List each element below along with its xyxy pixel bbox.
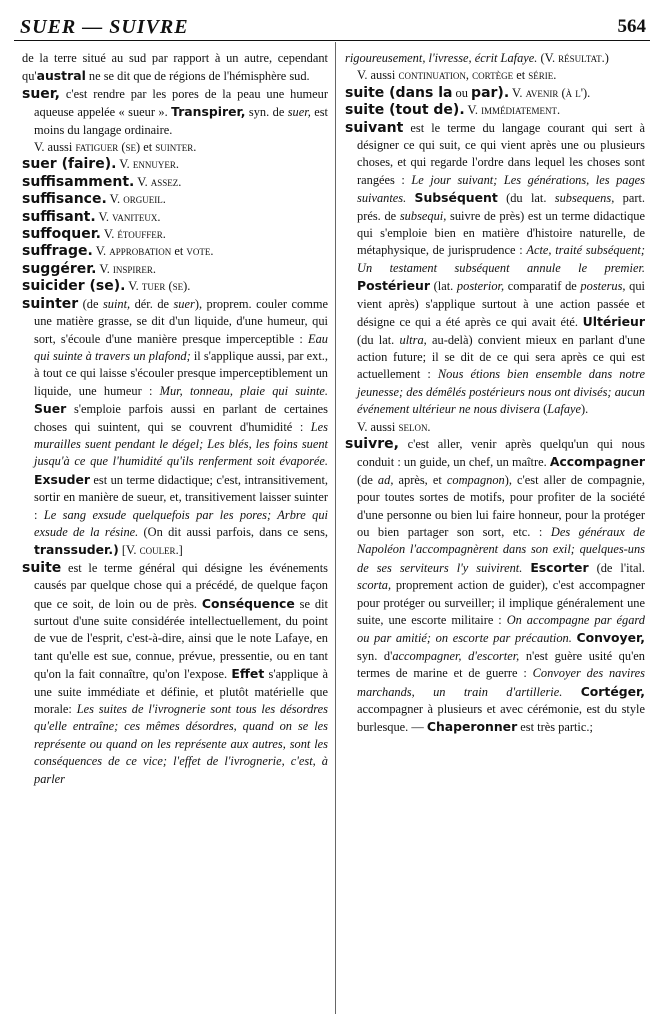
- body-text: (de: [357, 472, 378, 487]
- headword: par).: [471, 84, 510, 101]
- headword: suite: [22, 559, 62, 576]
- body-text: V. aussi: [34, 140, 76, 155]
- headword: suer (faire).: [22, 156, 117, 173]
- cross-reference: ennuyer.: [132, 157, 179, 172]
- body-text: V. aussi: [357, 419, 399, 434]
- left-column: [22, 50, 328, 788]
- dictionary-entry: [22, 560, 328, 788]
- example-text: Le jour suivant; Les générations, les pages suivantes.: [357, 172, 645, 206]
- body-text: suivre de près) est un terme didactique qui s'emploie bien en matière d'histoire naturelle, de métaphysique, de jurisprudence :: [357, 208, 645, 258]
- body-text: est moins du langage ordinaire.: [34, 105, 328, 137]
- cross-reference: inspirer.: [112, 261, 156, 276]
- cross-reference: continuation, cortège: [398, 68, 514, 83]
- body-text: (de l'ital.: [588, 560, 646, 575]
- body-text: V.: [106, 192, 124, 207]
- body-text: (lat.: [430, 279, 457, 294]
- synonym-term: Transpirer,: [171, 104, 246, 120]
- body-text: au-delà) convient mieux en parlant d'une action future; il se dit de ce qui sera après ce qui est actuellement :: [357, 332, 645, 382]
- cross-reference: immédiatement.: [481, 103, 561, 118]
- synonym-term: Ultérieur: [582, 314, 645, 330]
- example-text: suer,: [287, 105, 311, 120]
- cross-reference: assez.: [150, 174, 182, 189]
- body-text: ou: [452, 85, 472, 100]
- dictionary-entry: [345, 85, 645, 102]
- dictionary-entry: [22, 209, 328, 226]
- page-number: 564: [617, 16, 646, 37]
- continued-text: [345, 50, 645, 67]
- dictionary-entry: [22, 261, 328, 278]
- body-text: après, et: [393, 472, 447, 487]
- body-text: dér. de: [130, 296, 174, 311]
- body-text: V.: [509, 85, 526, 100]
- page-header: [14, 14, 650, 41]
- dictionary-entry: [22, 191, 328, 208]
- example-text: compagnon: [446, 472, 505, 487]
- example-text: Le sang exsude quelquefois par les pores; Arbre qui exsude de la résine.: [34, 507, 328, 539]
- synonym-term: Suer: [34, 401, 67, 417]
- body-text: [406, 191, 414, 205]
- body-text: V.: [464, 103, 482, 118]
- dictionary-entry: [22, 86, 328, 139]
- body-text: proprement action de guider), c'est accompagner pour protéger ou surveiller; il implique généralement une suite, une escorte militaire :: [357, 578, 645, 627]
- cross-reference: orgueil.: [123, 192, 166, 207]
- headword: suivant: [345, 119, 404, 136]
- example-text: Les suites de l'ivrognerie sont tous les désordres qu'elle entraîne; ces mêmes désordres, quand on se les représente ou quand on les représente aux autres, sont les conséquences de ce vice; l'effet de l'ivrognerie, c'est, à parler: [34, 702, 328, 786]
- headword: suivre,: [345, 435, 399, 452]
- body-text: qui vient après) s'applique surtout à une action passée et désigne ce qui a été après ce qui avait été.: [357, 279, 646, 330]
- synonym-term: Postérieur: [357, 278, 430, 294]
- example-text: Acte, traité subséquent; Un testament subséquent annule le premier.: [357, 243, 645, 275]
- dictionary-entry: [345, 102, 645, 119]
- example-text: subsequi,: [399, 208, 447, 223]
- body-text: V.: [95, 209, 113, 224]
- body-text: se dit surtout d'une suite considérée intellectuellement, du point de vue de l'esprit, c'est-à-dire, ainsi que le note Lafaye, en tant qu'elle est sue, connue, prévue, pressentie, ou en tant qu'on la fait connaître, qu'on l'expose.: [34, 596, 328, 682]
- body-text: est très partic.;: [517, 720, 593, 735]
- body-text: accompagner à plusieurs et avec cérémonie, est du style burlesque. —: [357, 702, 645, 735]
- body-text: V.: [116, 157, 133, 172]
- body-text: n'est guère usité qu'en termes de marine et de guerre :: [357, 648, 645, 681]
- body-text: ), c'est aller de compagnie, pour toutes sortes de motifs, pour profiter de la société d'une personne ou bien lui faire honneur, pour la protéger ou bien partager son sort, etc. :: [357, 472, 646, 539]
- body-text: (: [540, 402, 548, 417]
- synonym-term: Subséquent: [414, 190, 498, 206]
- body-text: ), proprem. couler comme une matière grasse, se dit d'un liquide, d'une humeur, qui sort, s'écoule d'une manière presque imperceptible :: [34, 296, 328, 346]
- cross-reference: résultat.: [558, 51, 605, 65]
- cross-reference: couler.: [139, 543, 179, 558]
- example-text: ad,: [377, 472, 394, 487]
- see-also-line: [345, 419, 645, 436]
- example-text: scorta,: [357, 578, 392, 593]
- body-text: [V.: [118, 543, 140, 558]
- body-text: c'est rendre par les pores de la peau une humeur aqueuse appelée « sueur ».: [34, 86, 328, 120]
- synonym-term: Convoyer,: [576, 630, 645, 646]
- continued-text: [22, 50, 328, 86]
- body-text: est le terme général qui désigne les événements causés par quelque chose qui a précédé, de quelque façon que ce soit, de loin ou de près.: [34, 560, 328, 611]
- body-text: est un terme didactique; c'est, intransitivement, sortir en manière de sueur, et, transitivement laisser suinter :: [34, 472, 328, 522]
- headword: suffoquer.: [22, 226, 101, 243]
- headword: suggérer.: [22, 260, 97, 277]
- body-text: (du lat.: [357, 332, 400, 347]
- body-text: et: [513, 68, 529, 83]
- headword: suffisant.: [22, 208, 96, 225]
- body-text: il s'applique aussi, par ext., à tout ce qui laisse s'écouler presque imperceptiblement un liquide, une humeur :: [34, 348, 328, 398]
- cross-reference: série.: [528, 68, 557, 83]
- right-column: [345, 50, 645, 737]
- headword: suffisance.: [22, 191, 107, 208]
- body-text: V. aussi: [357, 68, 399, 83]
- body-text: ): [604, 51, 609, 65]
- dictionary-entry: [22, 226, 328, 243]
- dictionary-entry: [22, 156, 328, 173]
- body-text: ).: [581, 402, 589, 417]
- dictionary-entry: [22, 243, 328, 260]
- example-text: suint,: [102, 296, 131, 311]
- body-text: V.: [96, 261, 113, 276]
- cross-reference: tuer (se).: [141, 279, 191, 294]
- cross-reference: fatiguer (se): [75, 140, 141, 155]
- body-text: c'est aller, venir après quelqu'un qui nous conduit : un guide, un chef, un maître.: [357, 436, 645, 470]
- example-text: Nous étions bien ensemble dans notre jeunesse; des démêlés postérieurs nous ont divisés; aucun événement ultérieur ne nous divisera: [357, 367, 645, 417]
- synonym-term: Conséquence: [201, 595, 295, 611]
- body-text: part. prés. de: [357, 191, 645, 223]
- headword: suffrage.: [22, 243, 93, 260]
- body-text: (V.: [537, 51, 559, 65]
- cross-reference: approbation: [109, 244, 172, 259]
- synonym-term: Exsuder: [34, 471, 91, 487]
- body-text: ]: [178, 543, 183, 558]
- synonym-term: transsuder.): [34, 542, 119, 558]
- body-text: de la terre situé au sud par rapport à un autre, cependant qu': [22, 51, 328, 84]
- body-text: V.: [92, 244, 110, 259]
- cross-reference: étouffer.: [117, 227, 166, 242]
- body-text: est le terme du langage courant qui sert à désigner ce qui suit, ce qui vient après une ou plusieurs choses, et qui regarde l'ordre dans lequel les choses sont rangées :: [357, 120, 645, 187]
- synonym-term: Effet: [231, 666, 265, 682]
- synonym-term: austral: [36, 68, 86, 84]
- example-text: subsequens,: [554, 191, 615, 206]
- body-text: (du lat.: [497, 191, 555, 206]
- body-text: s'emploie parfois aussi en parlant de certaines choses qui suintent, qui se couvrent d'humidité :: [34, 402, 328, 434]
- example-text: accompagner, d'escorter,: [392, 648, 520, 663]
- body-text: et: [140, 140, 156, 155]
- headword: suite (tout de).: [345, 102, 465, 119]
- body-text: [562, 685, 580, 699]
- example-text: Des généraux de Napoléon l'accompagnèrent dans son exil; quelques-uns de ses serviteurs l'y suivirent.: [357, 524, 645, 575]
- body-text: (On dit aussi parfois, dans ce sens,: [138, 524, 329, 539]
- body-text: V.: [134, 174, 151, 189]
- example-text: Les murailles suent pendant le dégel; Les blés, les foins suent jusqu'à ce que l'humidité qu'ils renferment soit évaporée.: [34, 419, 328, 469]
- headword: suicider (se).: [22, 278, 126, 295]
- body-text: comparatif de: [504, 279, 581, 294]
- column-divider: [335, 42, 336, 1014]
- cross-reference: selon.: [398, 419, 431, 434]
- body-text: ne se dit que de régions de l'hémisphère sud.: [85, 69, 310, 84]
- synonym-term: Chaperonner: [426, 719, 518, 735]
- example-text: posterus,: [580, 279, 626, 294]
- example-text: posterior,: [456, 279, 505, 294]
- body-text: et: [171, 244, 187, 259]
- example-text: suer: [173, 296, 195, 311]
- body-text: s'applique à une suite immédiate et définie, et plutôt matérielle que morale:: [34, 667, 328, 717]
- example-text: rigoureusement, l'ivresse, écrit Lafaye.: [345, 51, 538, 65]
- example-text: Convoyer des navires marchands, un train d'artillerie.: [357, 666, 645, 699]
- body-text: syn. d': [357, 648, 393, 663]
- synonym-term: Escorter: [530, 559, 589, 575]
- body-text: V.: [125, 279, 142, 294]
- cross-reference: avenir (à l').: [525, 85, 591, 100]
- example-text: Mur, tonneau, plaie qui suinte.: [159, 383, 328, 398]
- headword: suer,: [22, 85, 60, 102]
- running-title: SUER — SUIVRE: [20, 16, 189, 38]
- dictionary-entry: [345, 120, 645, 419]
- example-text: ultra,: [399, 332, 427, 347]
- example-text: Eau qui suinte à travers un plafond;: [34, 331, 328, 363]
- example-text: Lafaye: [547, 402, 582, 417]
- see-also-line: [22, 139, 328, 156]
- dictionary-entry: [345, 436, 645, 737]
- dictionary-entry: [22, 174, 328, 191]
- dictionary-entry: [22, 296, 328, 560]
- cross-reference: suinter.: [155, 140, 197, 155]
- headword: suinter: [22, 295, 79, 312]
- headword: suffisamment.: [22, 173, 135, 190]
- synonym-term: Cortéger,: [580, 683, 645, 699]
- body-text: syn. de: [245, 105, 288, 120]
- body-text: (de: [78, 296, 103, 311]
- dictionary-entry: [22, 278, 328, 295]
- cross-reference: vaniteux.: [112, 209, 161, 224]
- headword: suite (dans la: [345, 84, 453, 101]
- see-also-line: [345, 67, 645, 84]
- synonym-term: Accompagner: [549, 454, 645, 470]
- example-text: On accompagne par égard ou par amitié; on escorte par précaution.: [357, 613, 645, 646]
- body-text: V.: [100, 227, 118, 242]
- cross-reference: vote.: [186, 244, 214, 259]
